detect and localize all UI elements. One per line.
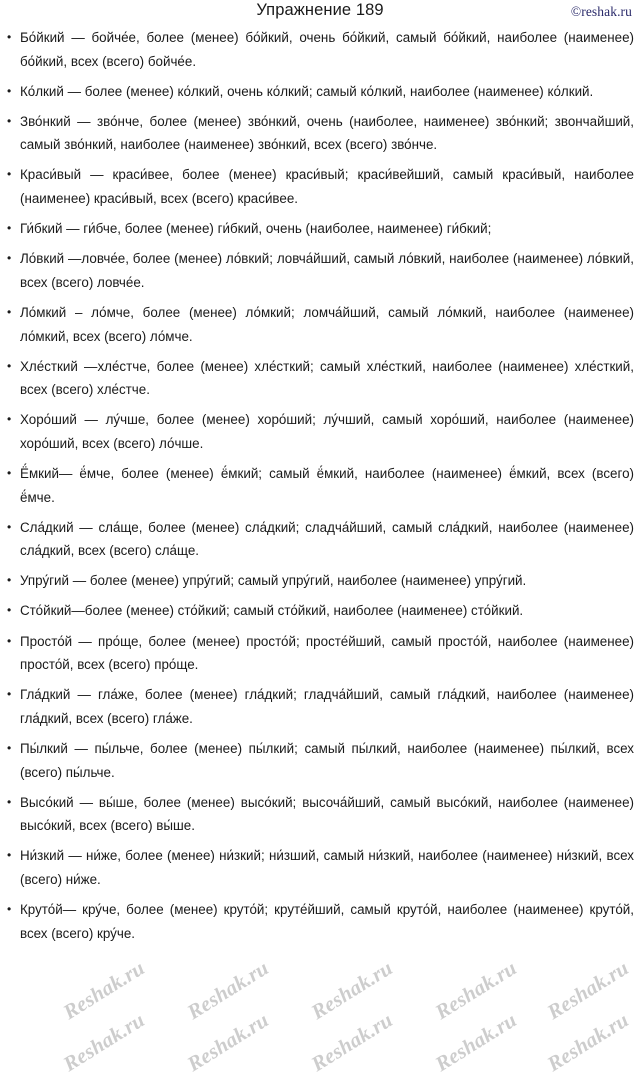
list-item	[6, 462, 634, 509]
entry-text: Ло́вкий —ловче́е, более (менее) ло́вкий; ловча́йший, самый ло́вкий, наиболее (наименее) ло́вкий, всех (всего) ловче́е.	[20, 251, 634, 290]
list-item	[6, 569, 634, 593]
list-item	[6, 630, 634, 677]
list-item	[6, 737, 634, 784]
entry-text: Хоро́ший — лу́чше, более (менее) хоро́ший; лу́чший, самый хоро́ший, наиболее (наименее) хоро́ший, всех (всего) ло́чше.	[20, 412, 634, 451]
watermark-text: Reshak.ru	[306, 955, 397, 1025]
list-item	[6, 163, 634, 210]
entry-text: Пы́лкий — пы́льче, более (менее) пы́лкий; самый пы́лкий, наиболее (наименее) пы́лкий, всех (всего) пы́льче.	[20, 740, 634, 780]
watermark-text: Reshak.ru	[58, 1007, 149, 1077]
entry-text: Просто́й — про́ще, более (менее) просто́й; просте́йший, самый просто́й, наиболее (наименее) просто́й, всех (всего) про́ще.	[20, 633, 634, 673]
entry-text: Сла́дкий — сла́ще, более (менее) сла́дкий; сладча́йший, самый сла́дкий, наиболее (наименее) сла́дкий, всех (всего) сла́ще.	[20, 519, 634, 559]
list-item	[6, 683, 634, 730]
list-item	[6, 898, 634, 945]
list-item	[6, 599, 634, 623]
list-item	[6, 26, 634, 73]
watermark-text: Reshak.ru	[430, 955, 521, 1025]
list-item	[6, 791, 634, 838]
watermark-text: Reshak.ru	[182, 955, 273, 1025]
list-item	[6, 301, 634, 348]
entry-text: Высо́кий — вы́ше, более (менее) высо́кий; высоча́йший, самый высо́кий, наиболее (наименее) высо́кий, всех (всего) вы́ше.	[20, 794, 634, 834]
entry-text: Зво́нкий — зво́нче, более (менее) зво́нкий, очень (наиболее, наименее) зво́нкий; звончайший, самый зво́нкий, наиболее (наименее) зво́нкий, всех (всего) зво́нче.	[20, 113, 634, 153]
entry-text: Хле́сткий —хле́стче, более (менее) хле́сткий; самый хле́сткий, наиболее (наименее) хле́сткий, всех (всего) хле́стче.	[20, 358, 634, 398]
watermark-text: Reshak.ru	[306, 1007, 397, 1077]
entry-text: Краси́вый — краси́вее, более (менее) краси́вый; краси́вейший, самый краси́вый, наиболее (наименее) краси́вый, всех (всего) краси́вее.	[20, 167, 634, 207]
page-title: Упражнение 189	[256, 1, 384, 19]
entry-text: Ко́лкий — более (менее) ко́лкий, очень ко́лкий; самый ко́лкий, наиболее (наименее) ко́лкий.	[20, 83, 594, 99]
entry-text: Круто́й— кру́че, более (менее) круто́й; круте́йший, самый круто́й, наиболее (наименее) круто́й, всех (всего) кру́че.	[20, 902, 634, 941]
watermark-text: Reshak.ru	[542, 1007, 633, 1077]
list-item	[6, 217, 634, 241]
entry-text: Сто́йкий—более (менее) сто́йкий; самый сто́йкий, наиболее (наименее) сто́йкий.	[20, 603, 524, 619]
watermark-text: Reshak.ru	[58, 955, 149, 1025]
list-item	[6, 408, 634, 455]
list-item	[6, 355, 634, 402]
entry-text: Ё́мкий— ё́мче, более (менее) ё́мкий; самый ё́мкий, наиболее (наименее) ё́мкий, всех (всего) ё́мче.	[20, 466, 634, 505]
watermark-text: Reshak.ru	[430, 1007, 521, 1077]
copyright-watermark: ©reshak.ru	[570, 4, 632, 19]
list-item	[6, 844, 634, 891]
entry-text: Гла́дкий — гла́же, более (менее) гла́дкий; гладча́йший, самый гла́дкий, наиболее (наименее) гла́дкий, всех (всего) гла́же.	[20, 687, 634, 726]
entry-text: Упру́гий — более (менее) упру́гий; самый упру́гий, наиболее (наименее) упру́гий.	[20, 573, 527, 589]
list-item	[6, 516, 634, 563]
list-item	[6, 80, 634, 104]
entry-text: Ло́мкий – ло́мче, более (менее) ло́мкий; ломча́йший, самый ло́мкий, наиболее (наименее) ло́мкий, всех (всего) ло́мче.	[20, 304, 634, 344]
watermark-text: Reshak.ru	[182, 1007, 273, 1077]
exercise-answer-list	[0, 26, 640, 945]
list-item	[6, 110, 634, 157]
entry-text: Ги́бкий — ги́бче, более (менее) ги́бкий, очень (наиболее, наименее) ги́бкий;	[20, 221, 492, 237]
entry-text: Ни́зкий — ни́же, более (менее) ни́зкий; ни́зший, самый ни́зкий, наиболее (наименее) ни́зкий, всех (всего) ни́же.	[20, 848, 634, 887]
document-header	[0, 0, 640, 26]
list-item	[6, 247, 634, 294]
watermark-text: Reshak.ru	[542, 955, 633, 1025]
entry-text: Бо́йкий — бойче́е, более (менее) бо́йкий, очень бо́йкий, самый бо́йкий, наиболее (наименее) бо́йкий, всех (всего) бойче́е.	[20, 30, 634, 69]
